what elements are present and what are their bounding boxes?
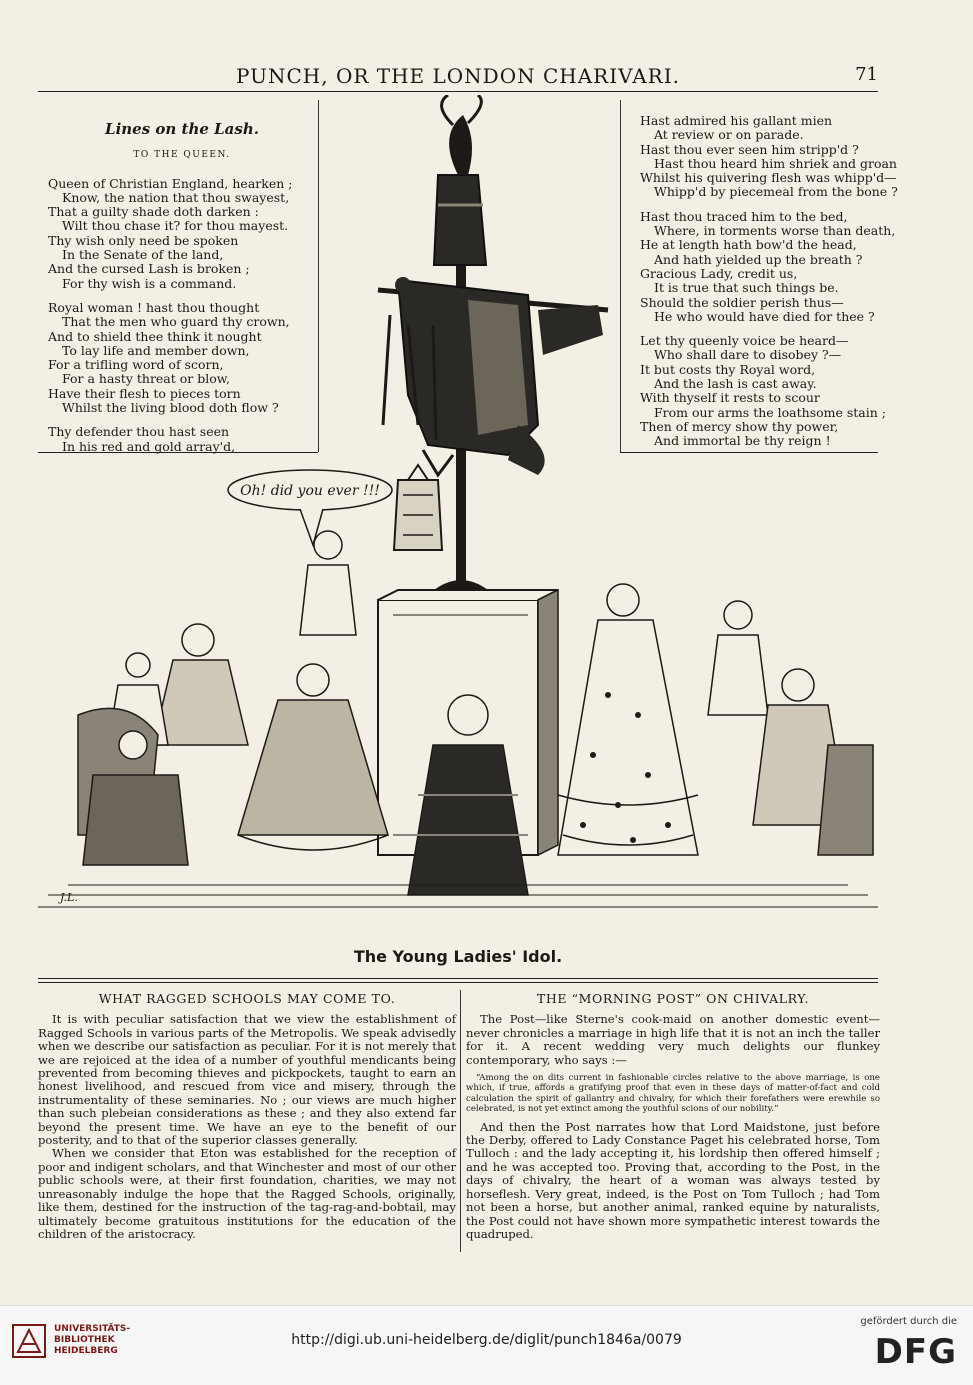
poem-line: With thyself it rests to scour bbox=[640, 390, 820, 406]
poem-line: Hast thou traced him to the bed, bbox=[640, 208, 848, 224]
article-right-title: THE “MORNING POST” ON CHIVALRY. bbox=[536, 991, 810, 1006]
poem-line: For thy wish is a command. bbox=[62, 275, 237, 291]
article-right-paragraph-2: And then the Post narrates how that Lord Maidstone, just before the Derby, offered to Lady Constance Paget his celebrated horse, Tom Tulloch : and the lady accepting it, his lordship then offered himself ; and he was accepted too. Proving that, according to the Post, in the days of chivalry, the heart of a woman was always tested by horseflesh. Very great, indeed, is the Post on Tom Tulloch ; had Tom not been a horse, but another animal, ranked equine by naturalists, the Post could not have shown more sympathetic interest towards the quadruped. bbox=[466, 1119, 880, 1241]
poem-line: And the cursed Lash is broken ; bbox=[48, 261, 250, 277]
shako-hat bbox=[434, 95, 486, 265]
poem-line: Wilt thou chase it? for thou mayest. bbox=[62, 218, 289, 234]
poem-line: Should the soldier perish thus— bbox=[640, 294, 844, 310]
article-morning-post bbox=[466, 992, 880, 1241]
page-title: PUNCH, OR THE LONDON CHARIVARI. bbox=[236, 64, 680, 88]
poem-line: Where, in torments worse than death, bbox=[654, 223, 896, 239]
poem-line: Know, the nation that thou swayest, bbox=[62, 189, 290, 205]
poem-line: Whilst his quivering flesh was whipp'd— bbox=[640, 170, 897, 186]
article-right-quote: “Among the on dits current in fashionable circles relative to the above marriage, is one which, if true, affords a gratifying proof that even in these days of matter-of-fact and cold calculation the spirit of gallantry and chivalry, for which their forefathers were erewhile so celebrated, is not yet extinct among the youthful scions of our nobility.” bbox=[466, 1073, 880, 1115]
speech-bubble-text: Oh! did you ever !!! bbox=[240, 483, 380, 499]
poem-line: And hath yielded up the breath ? bbox=[654, 251, 863, 267]
poem-line: He at length hath bow'd the head, bbox=[640, 237, 857, 253]
caption-rule-bottom bbox=[38, 982, 878, 983]
artist-signature: J.L. bbox=[60, 891, 78, 904]
ladies-right-group bbox=[558, 584, 873, 855]
poem-line: Let thy queenly voice be heard— bbox=[640, 333, 849, 349]
funded-by-label: gefördert durch die bbox=[860, 1316, 957, 1327]
poem-line: Gracious Lady, credit us, bbox=[640, 265, 798, 281]
poem-line: For a trifling word of scorn, bbox=[48, 357, 224, 373]
column-divider bbox=[460, 990, 461, 1252]
article-right-paragraph-1: The Post—like Sterne's cook-maid on another domestic event—never chronicles a marriage in high life that it is not an inch the taller for it. A recent wedding very much delights our flunkey contemporary, who says :— bbox=[466, 1012, 880, 1067]
poem-line: Whipp'd by piecemeal from the bone ? bbox=[654, 184, 898, 200]
sabretache bbox=[394, 465, 442, 550]
poem-line: That the men who guard thy crown, bbox=[62, 314, 290, 330]
poem-line: It but costs thy Royal word, bbox=[640, 361, 816, 377]
poem-line: Thy defender thou hast seen bbox=[48, 424, 230, 440]
poem-line: In his red and gold array'd, bbox=[62, 438, 236, 454]
digitization-footer bbox=[0, 1305, 973, 1385]
poem-line: Hast thou heard him shriek and groan bbox=[654, 155, 897, 171]
poem-line: Hast admired his gallant mien bbox=[640, 113, 833, 128]
poem-line: Who shall dare to disobey ?— bbox=[654, 347, 842, 363]
poem-line: He who would have died for thee ? bbox=[654, 308, 875, 324]
library-name-line-1: UNIVERSITÄTS- bbox=[54, 1324, 131, 1334]
poem-line: To lay life and member down, bbox=[62, 342, 250, 358]
poem-line: At review or on parade. bbox=[654, 127, 804, 143]
poem-line: Have their flesh to pieces torn bbox=[48, 385, 241, 401]
header-rule bbox=[38, 91, 878, 92]
article-left-paragraph-1: It is with peculiar satisfaction that we view the establishment of Ragged Schools in various parts of the Metropolis. We speak advisedly when we describe our satisfaction as peculiar. For it is not merely that we are rejoiced at the idea of a number of youthful mendicants being prevented from becoming thieves and pickpockets, taught to earn an honest livelihood, and rescued from vice and misery, through the instrumentality of these seminaries. No ; our views are much higher than such plebeian considerations as these ; and they also extend far beyond the present time. We have an eye to the benefit of our posterity, and to that of the superior classes generally. bbox=[38, 1012, 456, 1148]
poem-line: Then of mercy show thy power, bbox=[640, 418, 839, 434]
poem-line: From our arms the loathsome stain ; bbox=[654, 404, 886, 420]
poem-line: That a guilty shade doth darken : bbox=[48, 204, 259, 220]
poem-line: And immortal be thy reign ! bbox=[654, 433, 831, 449]
cartoon-caption: The Young Ladies' Idol. bbox=[353, 947, 563, 966]
cartoon-illustration bbox=[38, 95, 898, 935]
poem-line: For a hasty threat or blow, bbox=[62, 371, 230, 387]
poem-line: Thy wish only need be spoken bbox=[48, 232, 239, 248]
library-name-line-2: BIBLIOTHEK bbox=[54, 1335, 115, 1345]
dfg-logo: DFG bbox=[874, 1332, 957, 1372]
poem-line: Queen of Christian England, hearken ; bbox=[48, 175, 293, 191]
uniform-effigy bbox=[378, 277, 608, 475]
poem-line: And to shield thee think it nought bbox=[48, 328, 262, 344]
poem-subtitle: TO THE QUEEN. bbox=[133, 150, 231, 161]
article-left-paragraph-2: When we consider that Eton was established for the reception of poor and indigent scholars, and that Winchester and most of our other public schools were, at their first foundation, charities, we may not unreasonably indulge the hope that the Ragged Schools, originally, like them, destined for the instruction of the tag-rag-and-bobtail, may ultimately become gratuitous institutions for the education of the children of the aristocracy. bbox=[38, 1146, 456, 1241]
page-header bbox=[38, 64, 878, 92]
article-ragged-schools bbox=[38, 992, 456, 1241]
library-name-line-3: HEIDELBERG bbox=[54, 1346, 118, 1356]
speech-bubble bbox=[228, 470, 392, 545]
page-number: 71 bbox=[855, 64, 878, 85]
poem-line: In the Senate of the land, bbox=[62, 247, 224, 263]
poem-line: Hast thou ever seen him stripp'd ? bbox=[640, 141, 859, 157]
poem-line: And the lash is cast away. bbox=[654, 376, 817, 392]
poem-line: Royal woman ! hast thou thought bbox=[48, 299, 260, 315]
article-left-title: WHAT RAGGED SCHOOLS MAY COME TO. bbox=[98, 991, 396, 1006]
poem-line: It is true that such things be. bbox=[654, 280, 839, 296]
ladies-left-group bbox=[78, 531, 388, 865]
source-url[interactable]: http://digi.ub.uni-heidelberg.de/diglit/punch1846a/0079 bbox=[291, 1332, 682, 1348]
poem-title: Lines on the Lash. bbox=[105, 120, 259, 138]
caption-rule-top bbox=[38, 978, 878, 979]
poem-line: Whilst the living blood doth flow ? bbox=[62, 400, 279, 416]
